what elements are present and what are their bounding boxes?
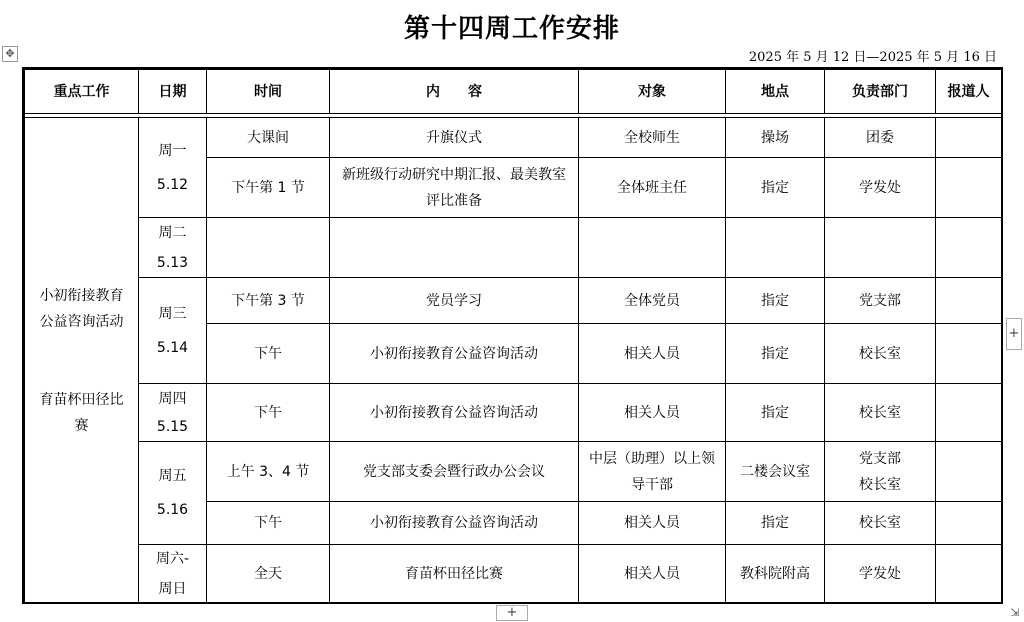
time-cell: 下午第 1 节 bbox=[207, 158, 330, 218]
add-column-plus-icon[interactable]: + bbox=[1006, 318, 1022, 350]
day-date: 5.12 bbox=[156, 176, 189, 193]
content-cell: 升旗仪式 bbox=[330, 118, 579, 158]
day-cell-weekend bbox=[139, 545, 207, 604]
table-row bbox=[25, 545, 1002, 604]
focus-work-line: 赛 bbox=[74, 417, 89, 434]
table-row bbox=[25, 442, 1002, 502]
reporter-cell[interactable] bbox=[936, 384, 1002, 442]
time-cell: 下午 bbox=[207, 324, 330, 384]
day-cell-wed bbox=[139, 278, 207, 384]
table-row bbox=[25, 278, 1002, 324]
header-row bbox=[25, 70, 1002, 114]
header-dept: 负责部门 bbox=[825, 70, 936, 114]
day-cell-fri bbox=[139, 442, 207, 545]
day-date: 5.13 bbox=[156, 254, 189, 271]
focus-work-line: 公益咨询活动 bbox=[39, 313, 124, 330]
day-label: 周四 bbox=[158, 390, 187, 407]
target-cell[interactable] bbox=[579, 218, 726, 278]
time-cell: 上午 3、4 节 bbox=[207, 442, 330, 502]
target-cell: 相关人员 bbox=[579, 324, 726, 384]
day-label: 周三 bbox=[158, 305, 187, 322]
place-cell[interactable] bbox=[726, 218, 825, 278]
content-cell bbox=[330, 158, 579, 218]
day-date: 周日 bbox=[158, 581, 187, 597]
dept-cell[interactable] bbox=[825, 218, 936, 278]
dept-cell: 校长室 bbox=[825, 324, 936, 384]
content-line: 新班级行动研究中期汇报、最美教室 bbox=[342, 166, 566, 183]
place-cell: 指定 bbox=[726, 158, 825, 218]
focus-work-line: 小初衔接教育 bbox=[39, 287, 124, 304]
day-label: 周五 bbox=[158, 468, 187, 484]
target-line: 中层（助理）以上领 bbox=[589, 450, 715, 467]
target-line: 导干部 bbox=[631, 476, 673, 493]
content-cell: 小初衔接教育公益咨询活动 bbox=[330, 384, 579, 442]
focus-work-cell bbox=[25, 118, 139, 604]
header-target: 对象 bbox=[579, 70, 726, 114]
move-icon[interactable]: ✥ bbox=[2, 46, 18, 62]
header-focus: 重点工作 bbox=[25, 70, 139, 114]
time-cell: 下午 bbox=[207, 384, 330, 442]
target-cell: 相关人员 bbox=[579, 545, 726, 604]
table-row bbox=[25, 218, 1002, 278]
schedule-table bbox=[24, 69, 1002, 604]
target-cell: 全校师生 bbox=[579, 118, 726, 158]
header-date: 日期 bbox=[139, 70, 207, 114]
place-cell: 指定 bbox=[726, 278, 825, 324]
target-cell: 相关人员 bbox=[579, 502, 726, 545]
day-date: 5.15 bbox=[156, 418, 189, 435]
dept-cell: 学发处 bbox=[825, 158, 936, 218]
content-cell: 育苗杯田径比赛 bbox=[330, 545, 579, 604]
day-date: 5.14 bbox=[156, 339, 189, 356]
content-cell: 小初衔接教育公益咨询活动 bbox=[330, 324, 579, 384]
header-content: 内 容 bbox=[330, 70, 579, 114]
reporter-cell[interactable] bbox=[936, 442, 1002, 502]
place-cell: 操场 bbox=[726, 118, 825, 158]
target-cell bbox=[579, 442, 726, 502]
day-date: 5.16 bbox=[156, 502, 189, 518]
time-cell: 大课间 bbox=[207, 118, 330, 158]
content-cell: 小初衔接教育公益咨询活动 bbox=[330, 502, 579, 545]
dept-cell: 校长室 bbox=[825, 502, 936, 545]
time-cell: 下午 bbox=[207, 502, 330, 545]
day-label: 周一 bbox=[158, 142, 187, 159]
header-reporter: 报道人 bbox=[936, 70, 1002, 114]
header-time: 时间 bbox=[207, 70, 330, 114]
reporter-cell[interactable] bbox=[936, 545, 1002, 604]
reporter-cell[interactable] bbox=[936, 218, 1002, 278]
target-cell: 相关人员 bbox=[579, 384, 726, 442]
header-place: 地点 bbox=[726, 70, 825, 114]
date-range: 2025 年 5 月 12 日—2025 年 5 月 16 日 bbox=[748, 50, 997, 65]
day-label: 周二 bbox=[158, 224, 187, 241]
day-label: 周六- bbox=[155, 551, 190, 567]
dept-cell: 团委 bbox=[825, 118, 936, 158]
place-cell: 教科院附高 bbox=[726, 545, 825, 604]
content-cell: 党支部支委会暨行政办公会议 bbox=[330, 442, 579, 502]
content-cell: 党员学习 bbox=[330, 278, 579, 324]
page-title: 第十四周工作安排 bbox=[403, 14, 620, 44]
dept-cell: 党支部 bbox=[825, 278, 936, 324]
content-line: 评比准备 bbox=[426, 192, 482, 209]
reporter-cell[interactable] bbox=[936, 118, 1002, 158]
time-cell[interactable] bbox=[207, 218, 330, 278]
dept-line: 党支部 bbox=[859, 450, 901, 467]
dept-cell: 学发处 bbox=[825, 545, 936, 604]
dept-cell bbox=[825, 442, 936, 502]
table-row bbox=[25, 384, 1002, 442]
time-cell: 下午第 3 节 bbox=[207, 278, 330, 324]
dept-cell: 校长室 bbox=[825, 384, 936, 442]
place-cell: 指定 bbox=[726, 384, 825, 442]
day-cell-mon bbox=[139, 118, 207, 218]
target-cell: 全体班主任 bbox=[579, 158, 726, 218]
time-cell: 全天 bbox=[207, 545, 330, 604]
target-cell: 全体党员 bbox=[579, 278, 726, 324]
dept-line: 校长室 bbox=[859, 476, 901, 493]
place-cell: 二楼会议室 bbox=[726, 442, 825, 502]
add-row-plus-icon[interactable]: + bbox=[496, 605, 528, 621]
reporter-cell[interactable] bbox=[936, 158, 1002, 218]
reporter-cell[interactable] bbox=[936, 278, 1002, 324]
resize-icon[interactable]: ⇲ bbox=[1010, 606, 1020, 619]
reporter-cell[interactable] bbox=[936, 324, 1002, 384]
day-cell-thu bbox=[139, 384, 207, 442]
focus-work-line: 育苗杯田径比 bbox=[39, 391, 124, 408]
reporter-cell[interactable] bbox=[936, 502, 1002, 545]
place-cell: 指定 bbox=[726, 502, 825, 545]
day-cell-tue bbox=[139, 218, 207, 278]
content-cell[interactable] bbox=[330, 218, 579, 278]
table-row bbox=[25, 118, 1002, 158]
place-cell: 指定 bbox=[726, 324, 825, 384]
